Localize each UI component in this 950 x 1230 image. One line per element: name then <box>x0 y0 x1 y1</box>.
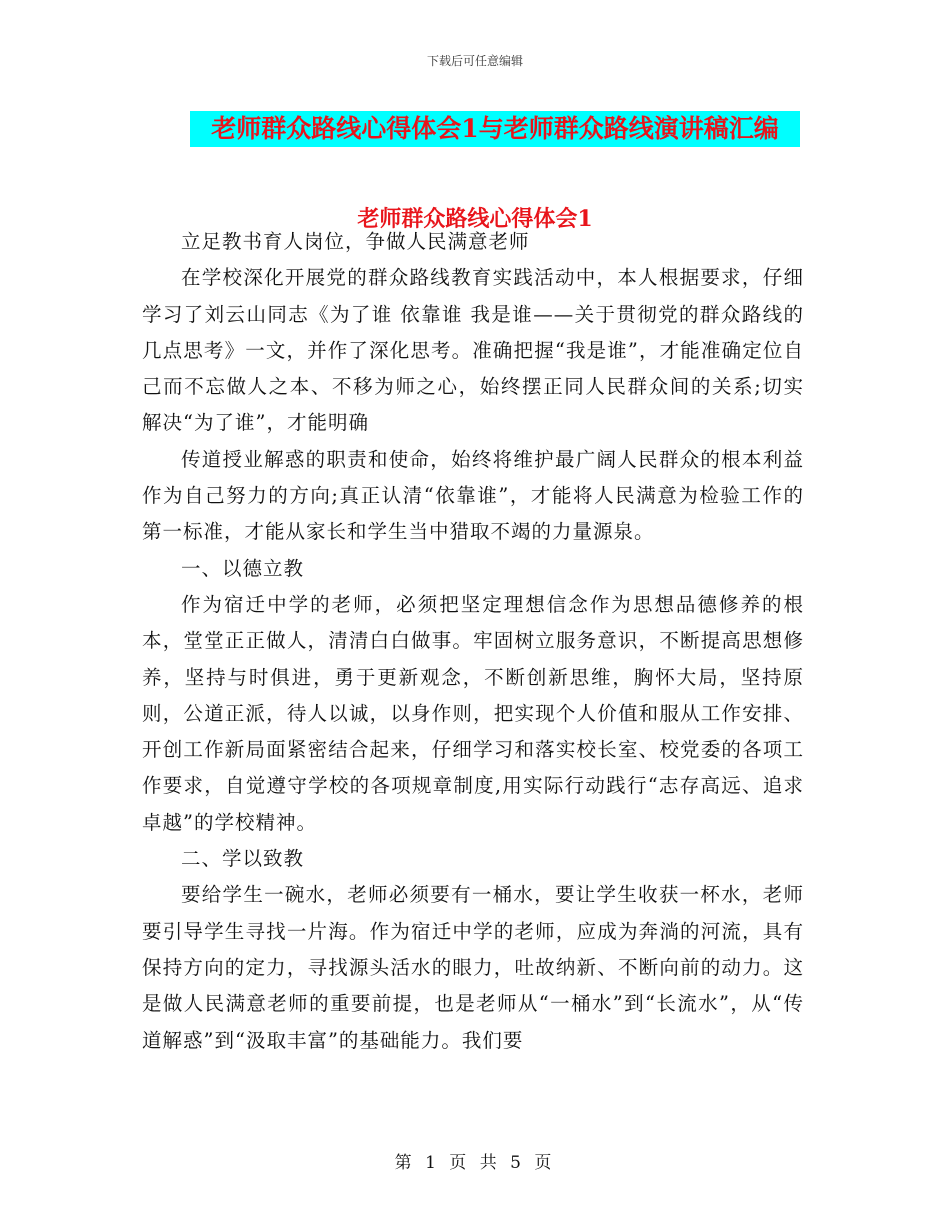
paragraph: 传道授业解惑的职责和使命，始终将维护最广阔人民群众的根本利益作为自己努力的方向;真正认清“依靠谁”，才能将人民满意为检验工作的第一标准，才能从家长和学生当中猎取不竭的力量源泉。 <box>142 447 804 544</box>
body-text <box>142 224 804 1059</box>
page-number-footer: 第 1 页 共 5 页 <box>394 1153 556 1173</box>
section-title: 老师群众路线心得体会1 <box>357 206 593 232</box>
header-note: 下载后可任意编辑 <box>426 54 523 68</box>
heading-learning: 二、学以致教 <box>181 847 305 871</box>
document-title: 老师群众路线心得体会1与老师群众路线演讲稿汇编 <box>190 111 800 147</box>
paragraph: 作为宿迁中学的老师，必须把坚定理想信念作为思想品德修养的根本，堂堂正正做人，清清白白做事。牢固树立服务意识，不断提高思想修养，坚持与时俱进，勇于更新观念，不断创新思维，胸怀大局，坚持原则，公道正派，待人以诚，以身作则，把实现个人价值和服从工作安排、开创工作新局面紧密结合起来，仔细学习和落实校长室、校党委的各项工作要求，自觉遵守学校的各项规章制度,用实际行动践行“志存高远、追求卓越”的学校精神。 <box>142 592 804 834</box>
paragraph: 要给学生一碗水，老师必须要有一桶水，要让学生收获一杯水，老师要引导学生寻找一片海。作为宿迁中学的老师，应成为奔淌的河流，具有保持方向的定力，寻找源头活水的眼力，吐故纳新、不断向前的动力。这是做人民满意老师的重要前提，也是老师从“一桶水”到“长流水”，从“传道解惑”到“汲取丰富”的基础能力。我们要 <box>142 883 804 1052</box>
paragraph-subtitle: 立足教书育人岗位，争做人民满意老师 <box>181 230 530 253</box>
heading-moral: 一、以德立教 <box>181 556 305 580</box>
paragraph: 在学校深化开展党的群众路线教育实践活动中，本人根据要求，仔细学习了刘云山同志《为了谁 依靠谁 我是谁——关于贯彻党的群众路线的几点思考》一文，并作了深化思考。准确把握“我是谁”，才能准确定位自己而不忘做人之本、不移为师之心，始终摆正同人民群众间的关系;切实解决“为了谁”，才能明确 <box>142 266 804 435</box>
